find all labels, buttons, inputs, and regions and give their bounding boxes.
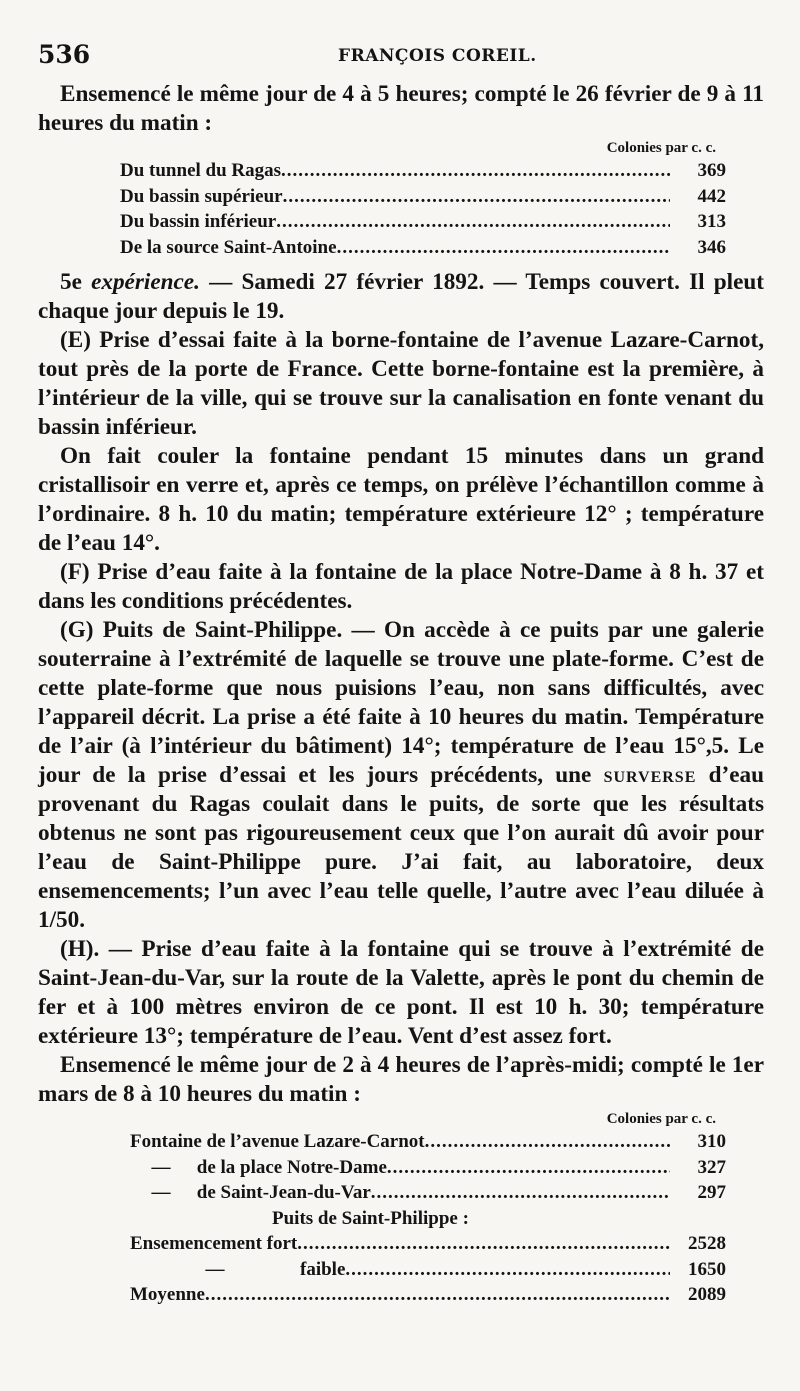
paragraph-h: (H). — Prise d’eau faite à la fontaine qui se trouve à l’extrémité de Saint-Jean-du-Var, sur la route de la Valette, après le pont du chemin de fer et à 100 mètres environ de ce pont. Il est 10 h. 30; température extérieure 13°; température de l’eau. Vent d’est assez fort. [38,936,764,1049]
row-value: 2528 [688,1233,726,1254]
page-header [38,40,762,80]
table-row [130,1257,726,1283]
row-label-text: de la place Notre-Dame [192,1156,387,1178]
surverse-word: surverse [603,762,697,788]
ditto-dash: — [151,1182,171,1203]
paragraph-g [38,616,764,935]
paragraph-e: (E) Prise d’essai faite à la borne-fontaine de l’avenue Lazare-Carnot, tout près de la porte de France. Cette borne-fontaine est la première, à l’intérieur de la ville, qui se trouve sur la canalisation en fonte venant du bassin inférieur. [38,327,764,440]
page-number: 536 [38,40,91,69]
row-label: Fontaine de l’avenue Lazare-Carnot [130,1131,425,1152]
row-label-text: faible [300,1258,346,1280]
table-row [120,184,726,210]
row-label [130,1180,371,1206]
row-label [130,1257,345,1283]
paragraph-experiment-5 [38,268,764,326]
table-row [120,158,726,184]
row-value: 313 [697,211,726,232]
running-head: FRANÇOIS COREIL. [338,46,537,66]
row-label: Du bassin inférieur [120,211,277,232]
experiment-word: expérience. [91,269,200,295]
dot-leader [425,1129,670,1155]
table-row [130,1155,726,1181]
dot-leader [337,235,670,261]
experiment-details: — Samedi 27 février 1892. — Temps couvert. Il pleut chaque jour depuis le 19. [38,269,765,324]
row-value: 369 [697,160,726,181]
row-value: 2089 [688,1284,726,1305]
dot-leader [281,158,670,184]
colony-table-1 [38,138,764,260]
table-row [130,1129,726,1155]
table-row [130,1180,726,1206]
page-body [38,80,764,1308]
dot-leader [387,1155,670,1181]
table-2-header: Colonies par c. c. [606,1111,716,1127]
paragraph-sampling: On fait couler la fontaine pendant 15 minutes dans un grand cristallisoir en verre et, après ce temps, on prélève l’échantillon comme à l’ordinaire. 8 h. 10 du matin; température extérieure 12° ; température de l’eau 14°. [38,443,764,556]
row-label: Du bassin supérieur [120,185,283,207]
row-value: 327 [697,1156,726,1178]
row-value: 297 [697,1182,726,1203]
dot-leader [297,1231,670,1257]
paragraph-seeding-2: Ensemencé le même jour de 2 à 4 heures de l’après-midi; compté le 1er mars de 8 à 10 heures du matin : [38,1052,764,1107]
row-value: 442 [697,185,726,207]
dot-leader [283,184,670,210]
ditto-dash: — [151,1156,171,1178]
paragraph-f: (F) Prise d’eau faite à la fontaine de la place Notre-Dame à 8 h. 37 et dans les conditions précédentes. [38,559,764,614]
colony-table-2 [38,1109,764,1308]
row-label: Ensemencement fort [130,1233,298,1254]
row-label: Du tunnel du Ragas [120,160,282,181]
dot-leader [371,1180,670,1206]
dot-leader [205,1282,670,1308]
dot-leader [345,1257,670,1283]
paragraph-seeding-1: Ensemencé le même jour de 4 à 5 heures; compté le 26 février de 9 à 11 heures du matin : [38,81,764,136]
table-row [130,1282,726,1308]
row-value: 1650 [688,1258,726,1280]
row-value: 346 [697,236,726,258]
row-value: 310 [697,1131,726,1152]
table-row [130,1231,726,1257]
experiment-number: 5e [60,269,92,295]
table-row [120,235,726,261]
row-label-text: de Saint-Jean-du-Var [192,1182,371,1203]
table-row [120,209,726,235]
dot-leader [276,209,670,235]
paragraph-g-text-a: (G) Puits de Saint-Philippe. — On accède à ce puits par une galerie souterraine à l’extrémité de laquelle se trouve une plate-forme. C’est de cette plate-forme que nous puisions l’eau, non sans difficultés, avec l’appareil décrit. La prise a été faite à 10 heures du matin. Température de l’air (à l’intérieur du bâtiment) 14°; température de l’eau 15°,5. Le jour de la prise d’essai et les jours précédents, une [38,617,764,788]
ditto-dash: — [205,1258,225,1280]
paragraph-g-text-b: d’eau provenant du Ragas coulait dans le puits, de sorte que les résultats obtenus ne sont pas rigoureusement ceux que l’on aurait dû avoir pour l’eau de Saint-Philippe pure. J’ai fait, au laboratoire, deux ensemencements; l’un avec l’eau telle quelle, l’autre avec l’eau diluée à 1/50. [38,762,764,933]
row-label: De la source Saint-Antoine [120,236,337,258]
table-2-subheading: Puits de Saint-Philippe : [272,1207,469,1229]
table-1-header: Colonies par c. c. [606,140,716,156]
row-label [130,1155,387,1181]
row-label: Moyenne [130,1284,205,1305]
